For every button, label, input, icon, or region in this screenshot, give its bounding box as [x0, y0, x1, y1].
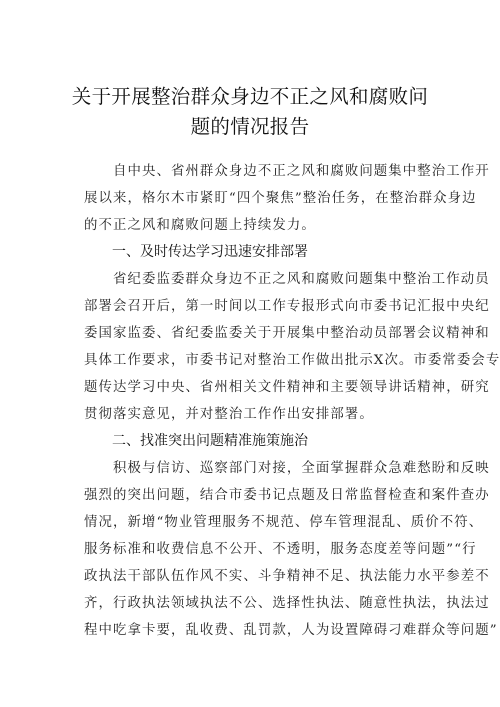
document-title — [60, 82, 440, 142]
text-line: 程中吃拿卡要，乱收费、乱罚款，人为设置障碍刁难群众等问题” — [84, 623, 498, 638]
text-line: 省纪委监委群众身边不正之风和腐败问题集中整治工作动员 — [84, 272, 490, 287]
section-heading-1: 一、及时传达学习迅速安排部署 — [84, 244, 308, 260]
intro-paragraph — [84, 158, 490, 239]
document-title-line-2: 题的情况报告 — [190, 115, 310, 138]
text-line: 齐，行政执法领域执法不公、选择性执法、随意性执法，执法过 — [84, 596, 490, 611]
text-line: 展以来，格尔木市紧盯“四个聚焦”整治任务，在整治群众身边 — [84, 191, 477, 206]
text-line: 具体工作要求，市委书记对整治工作做出批示X次。市委常委会专 — [84, 353, 500, 368]
text-line: 委国家监委、省纪委监委关于开展集中整治动员部署会议精神和 — [84, 326, 490, 341]
section-heading-2: 二、找准突出问题精准施策施治 — [84, 433, 308, 449]
text-line: 政执法干部队伍作风不实、斗争精神不足、执法能力水平参差不 — [84, 569, 490, 584]
text-line: 服务标准和收费信息不公开、不透明，服务态度差等问题”“行 — [84, 542, 477, 557]
text-line: 的不正之风和腐败问题上持续发力。 — [84, 218, 316, 233]
text-line: 贯彻落实意见，并对整治工作作出安排部署。 — [84, 407, 374, 422]
text-line: 积极与信访、巡察部门对接，全面掌握群众急难愁盼和反映 — [84, 461, 490, 476]
text-line: 强烈的突出问题，结合市委书记点题及日常监督检查和案件查办 — [84, 488, 490, 503]
document-title-line-1: 关于开展整治群众身边不正之风和腐败问 — [71, 85, 429, 108]
text-line: 自中央、省州群众身边不正之风和腐败问题集中整治工作开 — [84, 164, 490, 179]
section-1-paragraph — [84, 266, 500, 428]
text-line: 部署会召开后，第一时间以工作专报形式向市委书记汇报中央纪 — [84, 299, 490, 314]
text-line: 题传达学习中央、省州相关文件精神和主要领导讲话精神，研究 — [84, 380, 490, 395]
section-2-paragraph — [84, 455, 498, 644]
text-line: 情况，新增“物业管理服务不规范、停车管理混乱、质价不符、 — [84, 515, 484, 530]
